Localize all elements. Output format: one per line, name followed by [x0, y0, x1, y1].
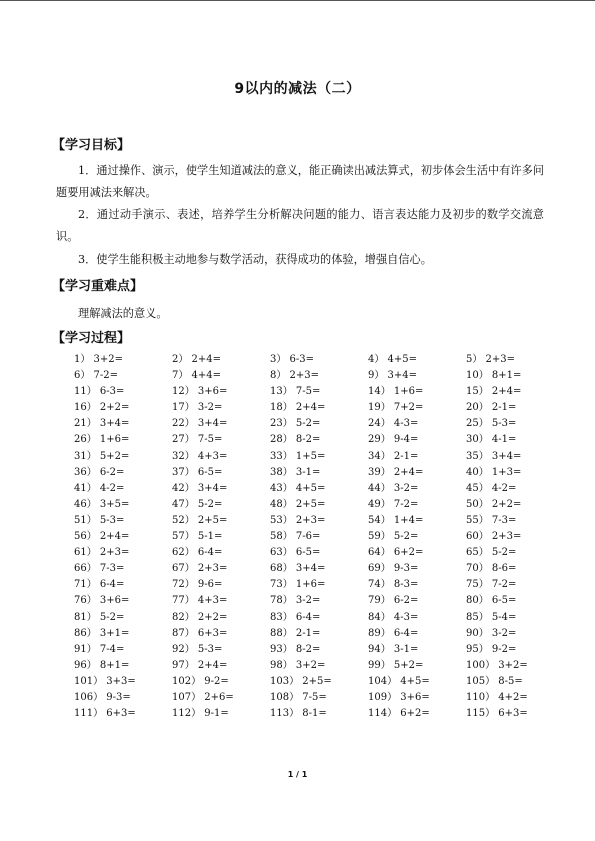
- exercise-item: 50） 2+2=: [466, 498, 522, 510]
- exercise-item: 104） 4+5=: [368, 675, 430, 687]
- exercise-item: 112） 9-1=: [172, 708, 229, 720]
- exercise-item: 33） 1+5=: [270, 450, 326, 462]
- exercise-item: 28） 8-2=: [270, 434, 321, 446]
- exercise-item: 82） 2+2=: [172, 611, 228, 623]
- exercise-item: 61） 2+3=: [74, 547, 130, 559]
- exercise-row: [74, 481, 564, 497]
- exercise-item: 45） 4-2=: [466, 482, 517, 494]
- exercise-item: 115） 6+3=: [466, 708, 528, 720]
- goal-item-1: 1．通过操作、演示，使学生知道减法的意义，能正确读出减法算式，初步体会生活中有许多问题要用减法来解决。: [56, 164, 544, 199]
- exercise-item: 18） 2+4=: [270, 402, 326, 414]
- exercise-item: 37） 6-5=: [172, 466, 223, 478]
- exercise-item: 65） 5-2=: [466, 547, 517, 559]
- exercise-item: 21） 3+4=: [74, 418, 130, 430]
- top-rule: [0, 0, 595, 1]
- exercise-item: 78） 3-2=: [270, 595, 321, 607]
- exercise-item: 84） 4-3=: [368, 611, 419, 623]
- exercise-item: 72） 9-6=: [172, 579, 223, 591]
- exercise-item: 24） 4-3=: [368, 418, 419, 430]
- exercise-item: 105） 8-5=: [466, 675, 523, 687]
- exercise-item: 22） 3+4=: [172, 418, 228, 430]
- exercise-item: 67） 2+3=: [172, 563, 228, 575]
- exercise-item: 15） 2+4=: [466, 386, 522, 398]
- exercise-item: 49） 7-2=: [368, 498, 419, 510]
- exercise-item: 106） 9-3=: [74, 691, 131, 703]
- exercise-item: 53） 2+3=: [270, 514, 326, 526]
- key-points-text: 理解减法的意义。: [78, 307, 168, 320]
- exercise-item: 66） 7-3=: [74, 563, 125, 575]
- exercise-item: 111） 6+3=: [74, 708, 136, 720]
- exercise-item: 10） 8+1=: [466, 370, 522, 382]
- exercise-row: [74, 513, 564, 529]
- exercise-item: 62） 6-4=: [172, 547, 223, 559]
- exercise-item: 95） 9-2=: [466, 643, 517, 655]
- exercise-row: [74, 416, 564, 432]
- exercise-item: 97） 2+4=: [172, 659, 228, 671]
- exercise-item: 38） 3-1=: [270, 466, 321, 478]
- exercise-item: 81） 5-2=: [74, 611, 125, 623]
- exercise-item: 16） 2+2=: [74, 402, 130, 414]
- exercise-row: [74, 529, 564, 545]
- exercise-row: [74, 465, 564, 481]
- exercise-item: 88） 2-1=: [270, 627, 321, 639]
- exercise-item: 93） 8-2=: [270, 643, 321, 655]
- exercise-row: [74, 706, 564, 722]
- exercise-item: 42） 3+4=: [172, 482, 228, 494]
- exercise-item: 46） 3+5=: [74, 498, 130, 510]
- exercise-row: [74, 384, 564, 400]
- process-heading: 【学习过程】: [52, 331, 131, 346]
- exercise-item: 48） 2+5=: [270, 498, 326, 510]
- exercise-item: 13） 7-5=: [270, 386, 321, 398]
- exercise-item: 31） 5+2=: [74, 450, 130, 462]
- exercise-item: 3） 6-3=: [270, 354, 315, 365]
- exercise-item: 2） 2+4=: [172, 354, 222, 365]
- exercise-row: [74, 593, 564, 609]
- page-number: 1 / 1: [287, 770, 308, 779]
- exercise-item: 17） 3-2=: [172, 402, 223, 414]
- exercise-item: 87） 6+3=: [172, 627, 228, 639]
- goal-item-2: 2．通过动手演示、表述，培养学生分析解决问题的能力、语言表达能力及初步的数学交流意识。: [56, 208, 544, 243]
- exercise-row: [74, 690, 564, 706]
- exercise-item: 86） 3+1=: [74, 627, 130, 639]
- exercise-item: 12） 3+6=: [172, 386, 228, 398]
- exercise-item: 34） 2-1=: [368, 450, 419, 462]
- exercise-item: 23） 5-2=: [270, 418, 321, 430]
- exercise-row: [74, 642, 564, 658]
- exercise-item: 108） 7-5=: [270, 691, 327, 703]
- exercise-row: [74, 610, 564, 626]
- exercise-row: [74, 674, 564, 690]
- exercise-item: 59） 5-2=: [368, 531, 419, 543]
- exercise-item: 77） 4+3=: [172, 595, 228, 607]
- exercise-item: 100） 3+2=: [466, 659, 528, 671]
- exercise-item: 92） 5-3=: [172, 643, 223, 655]
- exercise-item: 63） 6-5=: [270, 547, 321, 559]
- exercise-item: 25） 5-3=: [466, 418, 517, 430]
- exercise-item: 109） 3+6=: [368, 691, 430, 703]
- exercise-item: 36） 6-2=: [74, 466, 125, 478]
- exercise-item: 80） 6-5=: [466, 595, 517, 607]
- exercise-item: 70） 8-6=: [466, 563, 517, 575]
- exercise-item: 57） 5-1=: [172, 531, 223, 543]
- exercise-item: 26） 1+6=: [74, 434, 130, 446]
- exercise-item: 19） 7+2=: [368, 402, 424, 414]
- exercise-item: 11） 6-3=: [74, 386, 125, 398]
- exercise-item: 29） 9-4=: [368, 434, 419, 446]
- exercise-item: 68） 3+4=: [270, 563, 326, 575]
- exercise-item: 58） 7-6=: [270, 531, 321, 543]
- exercise-item: 20） 2-1=: [466, 402, 517, 414]
- exercise-row: [74, 626, 564, 642]
- exercise-item: 40） 1+3=: [466, 466, 522, 478]
- exercise-item: 89） 6-4=: [368, 627, 419, 639]
- exercise-item: 6） 7-2=: [74, 370, 119, 382]
- exercise-item: 52） 2+5=: [172, 514, 228, 526]
- exercise-item: 5） 2+3=: [466, 354, 516, 365]
- exercise-item: 90） 3-2=: [466, 627, 517, 639]
- exercise-item: 64） 6+2=: [368, 547, 424, 559]
- exercise-row: [74, 432, 564, 448]
- exercise-item: 113） 8-1=: [270, 708, 327, 720]
- exercise-item: 98） 3+2=: [270, 659, 326, 671]
- exercise-item: 35） 3+4=: [466, 450, 522, 462]
- exercise-item: 14） 1+6=: [368, 386, 424, 398]
- exercise-item: 75） 7-2=: [466, 579, 517, 591]
- exercise-item: 47） 5-2=: [172, 498, 223, 510]
- exercise-row: [74, 400, 564, 416]
- exercise-item: 7） 4+4=: [172, 370, 222, 382]
- exercise-item: 27） 7-5=: [172, 434, 223, 446]
- exercise-item: 85） 5-4=: [466, 611, 517, 623]
- exercise-item: 54） 1+4=: [368, 514, 424, 526]
- exercise-item: 9） 3+4=: [368, 370, 418, 382]
- exercise-item: 39） 2+4=: [368, 466, 424, 478]
- exercise-item: 79） 6-2=: [368, 595, 419, 607]
- exercise-row: [74, 497, 564, 513]
- exercise-item: 43） 4+5=: [270, 482, 326, 494]
- exercise-table: [74, 352, 564, 722]
- exercise-item: 83） 6-4=: [270, 611, 321, 623]
- exercise-row: [74, 658, 564, 674]
- exercise-item: 1） 3+2=: [74, 354, 124, 365]
- exercise-row: [74, 368, 564, 384]
- exercise-item: 71） 6-4=: [74, 579, 125, 591]
- exercise-item: 30） 4-1=: [466, 434, 517, 446]
- exercise-item: 107） 2+6=: [172, 691, 234, 703]
- exercise-row: [74, 449, 564, 465]
- exercise-item: 4） 4+5=: [368, 354, 418, 365]
- exercise-item: 8） 2+3=: [270, 370, 320, 382]
- exercise-row: [74, 577, 564, 593]
- exercise-item: 110） 4+2=: [466, 691, 528, 703]
- exercise-item: 41） 4-2=: [74, 482, 125, 494]
- exercise-item: 76） 3+6=: [74, 595, 130, 607]
- exercise-item: 51） 5-3=: [74, 514, 125, 526]
- exercise-row: [74, 352, 564, 368]
- exercise-item: 44） 3-2=: [368, 482, 419, 494]
- page-title: 9以内的减法（二）: [234, 81, 361, 97]
- exercise-item: 32） 4+3=: [172, 450, 228, 462]
- exercise-item: 60） 2+3=: [466, 531, 522, 543]
- exercise-row: [74, 561, 564, 577]
- exercise-item: 96） 8+1=: [74, 659, 130, 671]
- exercise-item: 102） 9-2=: [172, 675, 229, 687]
- exercise-item: 74） 8-3=: [368, 579, 419, 591]
- exercise-item: 91） 7-4=: [74, 643, 125, 655]
- exercise-item: 114） 6+2=: [368, 708, 430, 720]
- exercise-item: 103） 2+5=: [270, 675, 332, 687]
- goals-heading: 【学习目标】: [52, 138, 131, 153]
- goal-item-3: 3．使学生能积极主动地参与数学活动，获得成功的体验，增强自信心。: [78, 253, 432, 266]
- key-points-heading: 【学习重难点】: [52, 279, 144, 294]
- exercise-item: 99） 5+2=: [368, 659, 424, 671]
- exercise-item: 101） 3+3=: [74, 675, 136, 687]
- exercise-item: 73） 1+6=: [270, 579, 326, 591]
- exercise-row: [74, 545, 564, 561]
- exercise-item: 56） 2+4=: [74, 531, 130, 543]
- exercise-item: 55） 7-3=: [466, 514, 517, 526]
- exercise-item: 94） 3-1=: [368, 643, 419, 655]
- exercise-item: 69） 9-3=: [368, 563, 419, 575]
